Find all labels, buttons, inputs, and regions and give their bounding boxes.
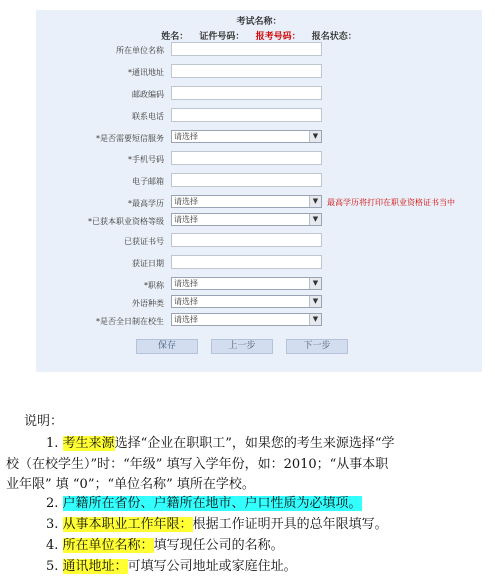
phone-input[interactable] — [171, 108, 322, 122]
note-text: 选择“企业在职职工”，如果您的考生来源选择“学 — [114, 436, 395, 451]
postcode-input[interactable] — [171, 86, 322, 100]
address-input[interactable] — [171, 64, 322, 78]
chevron-down-icon: ▼ — [309, 296, 321, 307]
field-label-qualification: *已获本职业资格等级 — [88, 217, 164, 226]
note-item-5 — [46, 555, 297, 574]
chevron-down-icon: ▼ — [309, 214, 321, 225]
field-label-phone: 联系电话 — [132, 112, 164, 121]
email-input[interactable] — [171, 173, 322, 187]
fulltime-student-value: 请选择 — [174, 315, 198, 324]
field-label-address: *通讯地址 — [128, 68, 164, 77]
note-highlight: 所在单位名称： — [62, 538, 154, 553]
note-number: 4. — [46, 538, 59, 553]
field-label-language: 外语种类 — [132, 299, 164, 308]
note-text: 填写现任公司的名称。 — [153, 538, 284, 553]
education-hint: 最高学历将打印在职业资格证书当中 — [327, 198, 455, 207]
sms-service-select[interactable] — [171, 130, 322, 143]
title-value: 请选择 — [174, 279, 198, 288]
note-highlight: 考生来源 — [62, 436, 115, 451]
title-select[interactable] — [171, 277, 322, 290]
field-label-title: *职称 — [144, 281, 164, 290]
note-item-1-cont1: 校（在校学生）”时：“年级” 填写入学年份，如：2010；“从事本职 — [6, 457, 389, 472]
cert-no-input[interactable] — [171, 233, 322, 247]
exam-title: 考试名称： — [236, 17, 282, 27]
field-label-sms: *是否需要短信服务 — [96, 134, 164, 143]
sms-service-value: 请选择 — [174, 132, 198, 141]
mobile-input[interactable] — [171, 151, 322, 165]
note-item-3 — [46, 513, 388, 532]
fulltime-student-select[interactable] — [171, 313, 322, 326]
note-item-1-cont2: 业年限” 填 “0”；“单位名称” 填所在学校。 — [6, 477, 255, 492]
field-label-mobile: *手机号码 — [128, 155, 164, 164]
note-highlight: 从事本职业工作年限： — [62, 517, 193, 532]
note-highlight: 户籍所在省份、户籍所在地市、户口性质为必填项。 — [62, 496, 362, 511]
qualification-value: 请选择 — [174, 215, 198, 224]
candidate-info-line — [36, 29, 482, 42]
language-select[interactable] — [171, 295, 322, 308]
field-label-cert-date: 获证日期 — [132, 259, 164, 268]
qualification-select[interactable] — [171, 213, 322, 226]
language-value: 请选择 — [174, 297, 198, 306]
field-label-cert-no: 已获证书号 — [124, 237, 164, 246]
note-item-2 — [46, 492, 362, 511]
note-text: 根据工作证明开具的总年限填写。 — [192, 517, 388, 532]
cert-date-input[interactable] — [171, 255, 322, 269]
reg-no-label: 报考号码： — [255, 32, 301, 42]
chevron-down-icon: ▼ — [309, 314, 321, 325]
chevron-down-icon: ▼ — [309, 278, 321, 289]
field-label-postcode: 邮政编码 — [132, 90, 164, 99]
field-label-education: *最高学历 — [128, 199, 164, 208]
note-item-4 — [46, 534, 284, 553]
note-item-1 — [46, 432, 395, 451]
note-number: 5. — [46, 559, 59, 574]
field-label-email: 电子邮箱 — [132, 177, 164, 186]
next-step-button[interactable]: 下一步 — [286, 339, 348, 354]
prev-step-button[interactable]: 上一步 — [211, 339, 273, 354]
chevron-down-icon: ▼ — [309, 131, 321, 142]
note-highlight: 通讯地址： — [62, 559, 128, 574]
chevron-down-icon: ▼ — [309, 196, 321, 207]
education-value: 请选择 — [174, 197, 198, 206]
note-number: 2. — [46, 496, 59, 511]
field-label-company: 所在单位名称 — [116, 46, 164, 55]
save-button[interactable]: 保存 — [136, 339, 198, 354]
note-number: 1. — [46, 436, 59, 451]
id-label: 证件号码： — [199, 32, 245, 42]
status-label: 报名状态： — [311, 32, 357, 42]
company-input[interactable] — [171, 42, 322, 56]
note-text: 可填写公司地址或家庭住址。 — [127, 559, 297, 574]
instructions-heading: 说明： — [24, 414, 64, 429]
field-label-fulltime: *是否全日制在校生 — [96, 317, 164, 326]
education-select[interactable] — [171, 195, 322, 208]
registration-form-panel — [36, 10, 482, 372]
note-number: 3. — [46, 517, 59, 532]
name-label: 姓名： — [161, 32, 189, 42]
